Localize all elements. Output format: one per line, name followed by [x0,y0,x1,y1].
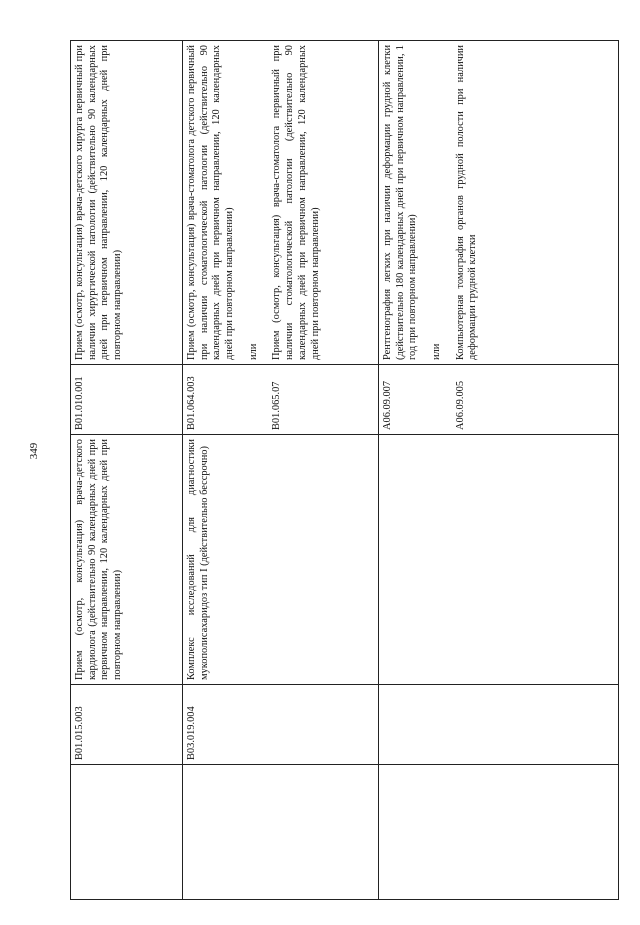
consult-code: B01.065.07 [270,381,282,430]
service-description-cell: Прием (осмотр, консультация) врача-детского кардиолога (действительно 90 календарных дней при первичном направлении, 120 календарных дней при повторном направлении) [71,435,183,685]
document-table-sheet [70,40,618,900]
consult-description: Прием (осмотр, консультация) врача-детского хирурга первичный при наличии хирургической патологии (действительно 90 календарных дней при первичном направлении, 120 календарных дней при повторном направлении) [74,45,124,360]
consult-code-cell [71,365,183,435]
spacer [420,45,431,360]
services-table [70,40,619,900]
service-code-cell: B01.015.003 [71,685,183,765]
spacer [444,45,455,360]
consult-description: Рентгенография легких при наличии деформации грудной клетки (действительно 180 календарных дней при первичном направлении, 1 год при повторном направлении) [382,45,419,360]
page-number: 349 [28,442,40,460]
table-row [71,41,183,900]
empty-cell [183,765,379,900]
consult-description-cell [71,41,183,365]
consult-description: Прием (осмотр, консультация) врача-стоматолога первичный при наличии стоматологической патологии (действительно 90 календарных дней при первичном направлении, 120 календарных дней при повторном направлении) [271,45,321,360]
or-separator: или [431,343,443,360]
consult-description-cell [183,41,379,365]
service-code-cell [379,685,619,765]
consult-code: A06.09.005 [454,380,466,430]
consult-code-cell [183,365,379,435]
empty-cell [379,765,619,900]
consult-code-cell [379,365,619,435]
consult-code: B01.010.001 [74,376,85,430]
consult-code: A06.09.007 [382,380,393,430]
or-separator: или [247,343,259,360]
table-row [379,41,619,900]
service-code-cell: B03.019.004 [183,685,379,765]
empty-cell [71,765,183,900]
consult-description-cell [379,41,619,365]
service-description-cell [379,435,619,685]
table-row [183,41,379,900]
consult-code: B01.064.003 [186,376,197,430]
consult-description: Прием (осмотр, консультация) врача-стоматолога детского первичный при наличии стоматологической патологии (действительно 90 календарных дней при первичном направлении, 120 календарных дней при повторном направлении) [186,45,236,360]
service-description-cell: Комплекс исследований для диагностики мукополисахаридоз тип I (действительно бессрочно) [183,435,379,685]
consult-description: Компьютерная томография органов грудной полости при наличии деформации грудной клетки [454,45,479,360]
spacer [237,45,248,360]
spacer [260,45,271,360]
